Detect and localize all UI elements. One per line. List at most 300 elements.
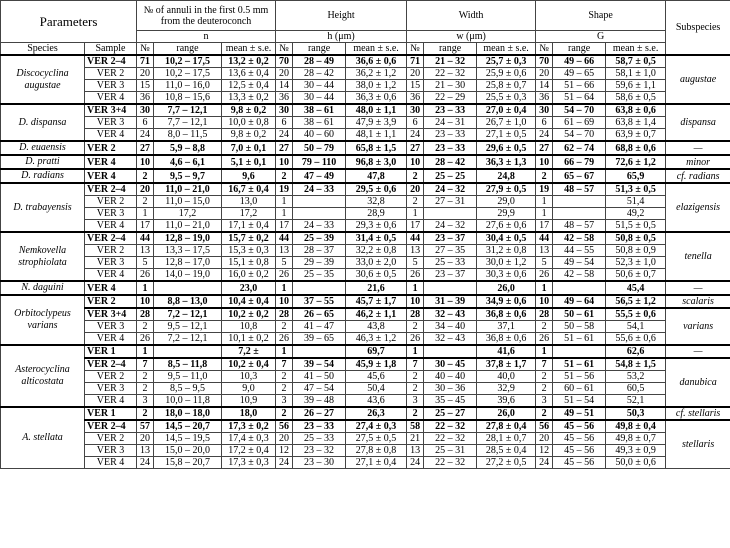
- h-range-cell: 40 – 60: [293, 129, 346, 142]
- g-mean-header: mean ± s.e.: [606, 43, 666, 56]
- table-row: [1, 321, 730, 333]
- h-range-cell: 24 – 33: [293, 220, 346, 233]
- sample-cell: VER 3+4: [85, 104, 137, 117]
- w-range-cell: 32 – 43: [424, 333, 477, 346]
- g-range-header: range: [553, 43, 606, 56]
- h-mean-cell: 47,9 ± 3,9: [346, 117, 407, 129]
- width-symbol: w (μm): [407, 31, 536, 43]
- n-count-cell: 6: [137, 117, 154, 129]
- h-count-cell: 26: [276, 269, 293, 282]
- n-mean-cell: 13,2 ± 0,2: [222, 55, 276, 68]
- g-count-cell: 2: [536, 371, 553, 383]
- w-mean-cell: 27,2 ± 0,5: [477, 457, 536, 469]
- subspecies-cell: stellaris: [666, 420, 730, 469]
- n-count-cell: 13: [137, 245, 154, 257]
- n-count-cell: 30: [137, 104, 154, 117]
- w-count-cell: 2: [407, 321, 424, 333]
- h-range-cell: 28 – 49: [293, 55, 346, 68]
- w-count-cell: 5: [407, 257, 424, 269]
- h-count-cell: 30: [276, 104, 293, 117]
- w-count-cell: 2: [407, 383, 424, 395]
- sample-cell: VER 2–4: [85, 358, 137, 371]
- sample-cell: VER 1: [85, 407, 137, 420]
- w-count-cell: 7: [407, 358, 424, 371]
- g-range-cell: [553, 196, 606, 208]
- h-range-cell: [293, 208, 346, 220]
- w-range-cell: 27 – 35: [424, 245, 477, 257]
- n-mean-cell: 10,3: [222, 371, 276, 383]
- g-range-cell: 54 – 70: [553, 104, 606, 117]
- w-mean-cell: 34,9 ± 0,6: [477, 295, 536, 308]
- n-mean-cell: 15,7 ± 0,2: [222, 232, 276, 245]
- g-range-cell: 51 – 64: [553, 92, 606, 105]
- w-mean-cell: 25,5 ± 0,3: [477, 92, 536, 105]
- h-count-cell: 20: [276, 68, 293, 80]
- w-count-cell: 21: [407, 433, 424, 445]
- n-count-cell: 1: [137, 208, 154, 220]
- w-mean-cell: 27,8 ± 0,4: [477, 420, 536, 433]
- w-mean-cell: 30,3 ± 0,6: [477, 269, 536, 282]
- g-count-cell: 56: [536, 420, 553, 433]
- subspecies-cell: cf. stellaris: [666, 407, 730, 420]
- n-mean-cell: 9,6: [222, 169, 276, 183]
- h-count-cell: 24: [276, 457, 293, 469]
- n-count-cell: 28: [137, 308, 154, 321]
- n-mean-cell: 9,8 ± 0,2: [222, 129, 276, 142]
- w-mean-cell: 27,9 ± 0,5: [477, 183, 536, 196]
- table-row: [1, 420, 730, 433]
- w-range-header: range: [424, 43, 477, 56]
- sample-cell: VER 4: [85, 220, 137, 233]
- g-count-cell: 24: [536, 457, 553, 469]
- n-count-cell: 2: [137, 371, 154, 383]
- w-range-cell: 40 – 40: [424, 371, 477, 383]
- w-mean-cell: 28,1 ± 0,7: [477, 433, 536, 445]
- w-range-cell: 22 – 32: [424, 420, 477, 433]
- h-count-cell: 1: [276, 196, 293, 208]
- n-range-cell: 17,2: [154, 208, 222, 220]
- n-range-cell: 8,0 – 11,5: [154, 129, 222, 142]
- w-range-cell: 22 – 29: [424, 92, 477, 105]
- h-mean-cell: 26,3: [346, 407, 407, 420]
- n-count-cell: 15: [137, 80, 154, 92]
- h-count-cell: 12: [276, 445, 293, 457]
- w-mean-cell: 30,4 ± 0,5: [477, 232, 536, 245]
- sample-cell: VER 2–4: [85, 55, 137, 68]
- n-range-cell: 13,3 – 17,5: [154, 245, 222, 257]
- n-mean-cell: 10,4 ± 0,4: [222, 295, 276, 308]
- g-count-cell: 14: [536, 80, 553, 92]
- table-row: [1, 257, 730, 269]
- n-mean-cell: 10,2 ± 0,4: [222, 358, 276, 371]
- h-count-cell: 2: [276, 371, 293, 383]
- h-mean-cell: 21,6: [346, 281, 407, 295]
- n-mean-cell: 23,0: [222, 281, 276, 295]
- g-count-cell: 27: [536, 141, 553, 155]
- g-range-cell: 42 – 58: [553, 232, 606, 245]
- n-range-cell: 18,0 – 18,0: [154, 407, 222, 420]
- w-count-cell: 1: [407, 281, 424, 295]
- h-mean-cell: 27,4 ± 0,3: [346, 420, 407, 433]
- n-range-cell: 10,8 – 15,6: [154, 92, 222, 105]
- table-row: [1, 245, 730, 257]
- g-range-cell: 49 – 51: [553, 407, 606, 420]
- w-count-cell: 15: [407, 80, 424, 92]
- w-range-cell: 25 – 27: [424, 407, 477, 420]
- g-count-cell: 26: [536, 269, 553, 282]
- g-range-cell: 49 – 65: [553, 68, 606, 80]
- w-count-cell: 2: [407, 407, 424, 420]
- g-count-cell: 24: [536, 129, 553, 142]
- w-range-cell: 22 – 32: [424, 457, 477, 469]
- g-mean-cell: 58,1 ± 1,0: [606, 68, 666, 80]
- n-count-cell: 1: [137, 345, 154, 358]
- table-row: [1, 104, 730, 117]
- table-row: [1, 68, 730, 80]
- w-mean-cell: 32,9: [477, 383, 536, 395]
- w-range-cell: 25 – 31: [424, 445, 477, 457]
- h-mean-cell: 31,4 ± 0,5: [346, 232, 407, 245]
- table-row: [1, 196, 730, 208]
- h-mean-cell: 96,8 ± 3,0: [346, 155, 407, 169]
- n-mean-cell: 17,4 ± 0,3: [222, 433, 276, 445]
- g-range-cell: 45 – 56: [553, 420, 606, 433]
- n-range-cell: 9,5 – 9,7: [154, 169, 222, 183]
- table-body: [1, 55, 730, 469]
- sample-cell: VER 3: [85, 321, 137, 333]
- n-mean-cell: 13,0: [222, 196, 276, 208]
- n-count-cell: 24: [137, 457, 154, 469]
- w-count-cell: 20: [407, 183, 424, 196]
- g-count-cell: 1: [536, 345, 553, 358]
- g-range-cell: 51 – 61: [553, 358, 606, 371]
- n-count-header: №: [137, 43, 154, 56]
- g-mean-cell: 55,5 ± 0,6: [606, 308, 666, 321]
- n-count-cell: 2: [137, 383, 154, 395]
- w-count-cell: 26: [407, 333, 424, 346]
- h-range-cell: 41 – 47: [293, 321, 346, 333]
- h-count-cell: 26: [276, 333, 293, 346]
- h-range-cell: 23 – 33: [293, 420, 346, 433]
- n-mean-cell: 9,0: [222, 383, 276, 395]
- n-range-cell: 15,8 – 20,7: [154, 457, 222, 469]
- h-mean-cell: 69,7: [346, 345, 407, 358]
- g-mean-cell: 55,6 ± 0,6: [606, 333, 666, 346]
- w-mean-cell: 24,8: [477, 169, 536, 183]
- species-cell: D. euaensis: [1, 141, 85, 155]
- n-mean-cell: 18,0: [222, 407, 276, 420]
- sample-cell: VER 4: [85, 155, 137, 169]
- g-range-cell: 49 – 66: [553, 55, 606, 68]
- h-count-cell: 70: [276, 55, 293, 68]
- h-count-cell: 2: [276, 321, 293, 333]
- table-row: [1, 141, 730, 155]
- n-mean-cell: 15,3 ± 0,3: [222, 245, 276, 257]
- subspecies-cell: danubica: [666, 358, 730, 407]
- g-mean-cell: 51,5 ± 0,5: [606, 220, 666, 233]
- h-mean-cell: 29,3 ± 0,6: [346, 220, 407, 233]
- w-range-cell: 32 – 43: [424, 308, 477, 321]
- h-range-cell: 23 – 32: [293, 445, 346, 457]
- w-mean-cell: 29,0: [477, 196, 536, 208]
- g-range-cell: 51 – 56: [553, 371, 606, 383]
- n-count-cell: 10: [137, 155, 154, 169]
- n-range-cell: 11,0 – 21,0: [154, 220, 222, 233]
- g-count-header: №: [536, 43, 553, 56]
- table-row: [1, 169, 730, 183]
- h-mean-cell: 48,1 ± 1,1: [346, 129, 407, 142]
- g-range-cell: [553, 281, 606, 295]
- w-count-cell: 10: [407, 155, 424, 169]
- n-range-cell: 11,0 – 15,0: [154, 196, 222, 208]
- height-header: Height: [276, 1, 407, 31]
- sample-cell: VER 2: [85, 68, 137, 80]
- w-count-cell: 1: [407, 345, 424, 358]
- table-row: [1, 445, 730, 457]
- sample-cell: VER 3: [85, 257, 137, 269]
- h-range-cell: 25 – 33: [293, 433, 346, 445]
- w-count-cell: 3: [407, 395, 424, 408]
- subspecies-cell: —: [666, 281, 730, 295]
- sample-cell: VER 2: [85, 141, 137, 155]
- sample-cell: VER 4: [85, 92, 137, 105]
- w-range-cell: 34 – 40: [424, 321, 477, 333]
- h-range-cell: 41 – 50: [293, 371, 346, 383]
- g-range-cell: 48 – 57: [553, 220, 606, 233]
- n-mean-header: mean ± s.e.: [222, 43, 276, 56]
- w-range-cell: 24 – 31: [424, 117, 477, 129]
- g-range-cell: 60 – 61: [553, 383, 606, 395]
- g-mean-cell: 52,1: [606, 395, 666, 408]
- w-mean-cell: 36,8 ± 0,6: [477, 333, 536, 346]
- g-count-cell: 3: [536, 395, 553, 408]
- h-count-cell: 1: [276, 345, 293, 358]
- shape-header: Shape: [536, 1, 666, 31]
- g-range-cell: 45 – 56: [553, 445, 606, 457]
- h-count-cell: 19: [276, 183, 293, 196]
- g-count-cell: 26: [536, 333, 553, 346]
- n-count-cell: 17: [137, 220, 154, 233]
- h-range-cell: 30 – 44: [293, 92, 346, 105]
- g-count-cell: 19: [536, 183, 553, 196]
- table-row: [1, 220, 730, 233]
- sample-cell: VER 2–4: [85, 183, 137, 196]
- w-range-cell: 21 – 30: [424, 80, 477, 92]
- h-count-cell: 2: [276, 169, 293, 183]
- w-count-cell: 27: [407, 141, 424, 155]
- annuli-symbol: n: [137, 31, 276, 43]
- w-count-cell: 13: [407, 445, 424, 457]
- sample-cell: VER 4: [85, 269, 137, 282]
- n-mean-cell: 10,9: [222, 395, 276, 408]
- h-count-cell: 5: [276, 257, 293, 269]
- n-count-cell: 5: [137, 257, 154, 269]
- w-count-cell: 24: [407, 129, 424, 142]
- w-mean-cell: 27,0 ± 0,4: [477, 104, 536, 117]
- g-count-cell: 12: [536, 445, 553, 457]
- w-count-cell: 2: [407, 196, 424, 208]
- w-count-cell: 13: [407, 245, 424, 257]
- g-count-cell: 6: [536, 117, 553, 129]
- n-count-cell: 7: [137, 358, 154, 371]
- w-range-cell: 24 – 32: [424, 183, 477, 196]
- subspecies-cell: —: [666, 141, 730, 155]
- n-mean-cell: 16,7 ± 0,4: [222, 183, 276, 196]
- h-count-cell: 28: [276, 308, 293, 321]
- w-mean-cell: 36,3 ± 1,3: [477, 155, 536, 169]
- w-range-cell: 22 – 32: [424, 433, 477, 445]
- g-mean-cell: 53,2: [606, 371, 666, 383]
- g-range-cell: 51 – 61: [553, 333, 606, 346]
- sample-cell: VER 3: [85, 80, 137, 92]
- species-cell: Asterocyclina alticostata: [1, 345, 85, 407]
- h-count-cell: 24: [276, 129, 293, 142]
- h-count-cell: 56: [276, 420, 293, 433]
- g-mean-cell: 72,6 ± 1,2: [606, 155, 666, 169]
- w-count-cell: 20: [407, 68, 424, 80]
- g-range-cell: 65 – 67: [553, 169, 606, 183]
- w-range-cell: 23 – 33: [424, 104, 477, 117]
- g-mean-cell: 58,6 ± 0,5: [606, 92, 666, 105]
- table-row: [1, 333, 730, 346]
- h-range-cell: 28 – 42: [293, 68, 346, 80]
- n-mean-cell: 9,8 ± 0,2: [222, 104, 276, 117]
- species-cell: Orbitoclypeus varians: [1, 295, 85, 345]
- g-mean-cell: 50,0 ± 0,6: [606, 457, 666, 469]
- w-mean-cell: 25,9 ± 0,6: [477, 68, 536, 80]
- w-mean-cell: 29,6 ± 0,5: [477, 141, 536, 155]
- n-range-cell: [154, 345, 222, 358]
- h-mean-cell: 38,0 ± 1,2: [346, 80, 407, 92]
- g-count-cell: 7: [536, 358, 553, 371]
- g-count-cell: 1: [536, 281, 553, 295]
- h-mean-cell: 27,8 ± 0,8: [346, 445, 407, 457]
- g-mean-cell: 54,1: [606, 321, 666, 333]
- h-count-cell: 27: [276, 141, 293, 155]
- n-mean-cell: 7,2 ±: [222, 345, 276, 358]
- w-range-cell: 30 – 45: [424, 358, 477, 371]
- w-mean-cell: 28,5 ± 0,4: [477, 445, 536, 457]
- h-range-cell: 37 – 55: [293, 295, 346, 308]
- g-count-cell: 1: [536, 196, 553, 208]
- n-count-cell: 2: [137, 196, 154, 208]
- h-count-cell: 13: [276, 245, 293, 257]
- sample-cell: VER 4: [85, 281, 137, 295]
- n-count-cell: 20: [137, 433, 154, 445]
- h-range-cell: 25 – 39: [293, 232, 346, 245]
- n-count-cell: 20: [137, 183, 154, 196]
- h-range-cell: [293, 345, 346, 358]
- g-count-cell: 30: [536, 104, 553, 117]
- g-range-cell: 50 – 61: [553, 308, 606, 321]
- w-range-cell: 21 – 32: [424, 55, 477, 68]
- g-range-cell: 51 – 66: [553, 80, 606, 92]
- w-range-cell: [424, 281, 477, 295]
- n-count-cell: 2: [137, 407, 154, 420]
- h-range-cell: [293, 196, 346, 208]
- height-symbol: h (μm): [276, 31, 407, 43]
- n-mean-cell: 10,8: [222, 321, 276, 333]
- h-mean-cell: 36,3 ± 0,6: [346, 92, 407, 105]
- g-count-cell: 5: [536, 257, 553, 269]
- n-range-cell: 15,0 – 20,0: [154, 445, 222, 457]
- sample-cell: VER 3: [85, 117, 137, 129]
- w-range-cell: 22 – 32: [424, 68, 477, 80]
- species-cell: N. daguini: [1, 281, 85, 295]
- g-mean-cell: 45,4: [606, 281, 666, 295]
- sample-cell: VER 4: [85, 333, 137, 346]
- w-mean-cell: 37,8 ± 1,7: [477, 358, 536, 371]
- g-range-cell: 44 – 55: [553, 245, 606, 257]
- table-row: [1, 269, 730, 282]
- g-mean-cell: 50,6 ± 0,7: [606, 269, 666, 282]
- g-mean-cell: 56,5 ± 1,2: [606, 295, 666, 308]
- g-range-cell: 61 – 69: [553, 117, 606, 129]
- n-count-cell: 13: [137, 445, 154, 457]
- w-mean-cell: 27,6 ± 0,6: [477, 220, 536, 233]
- g-mean-cell: 49,2: [606, 208, 666, 220]
- table-row: [1, 183, 730, 196]
- table-row: [1, 433, 730, 445]
- g-range-cell: 66 – 79: [553, 155, 606, 169]
- n-range-cell: 14,0 – 19,0: [154, 269, 222, 282]
- g-count-cell: 2: [536, 407, 553, 420]
- w-range-cell: 30 – 36: [424, 383, 477, 395]
- g-range-cell: [553, 208, 606, 220]
- n-count-cell: 2: [137, 169, 154, 183]
- n-mean-cell: 16,0 ± 0,2: [222, 269, 276, 282]
- subspecies-header: Subspecies: [666, 1, 730, 56]
- w-range-cell: 35 – 45: [424, 395, 477, 408]
- h-range-cell: 24 – 33: [293, 183, 346, 196]
- g-count-cell: 20: [536, 68, 553, 80]
- species-cell: D. pratti: [1, 155, 85, 169]
- n-range-cell: 7,7 – 12,1: [154, 117, 222, 129]
- w-count-cell: 30: [407, 104, 424, 117]
- w-mean-header: mean ± s.e.: [477, 43, 536, 56]
- h-mean-cell: 45,7 ± 1,7: [346, 295, 407, 308]
- g-range-cell: 54 – 70: [553, 129, 606, 142]
- table-row: [1, 371, 730, 383]
- h-mean-cell: 32,8: [346, 196, 407, 208]
- w-count-cell: 24: [407, 457, 424, 469]
- table-row: [1, 383, 730, 395]
- h-mean-cell: 43,8: [346, 321, 407, 333]
- h-range-cell: [293, 281, 346, 295]
- n-range-header: range: [154, 43, 222, 56]
- w-count-cell: 2: [407, 169, 424, 183]
- n-range-cell: 12,8 – 17,0: [154, 257, 222, 269]
- h-count-header: №: [276, 43, 293, 56]
- w-count-cell: 1: [407, 208, 424, 220]
- sample-cell: VER 3: [85, 208, 137, 220]
- g-count-cell: 44: [536, 232, 553, 245]
- g-count-cell: 2: [536, 383, 553, 395]
- g-range-cell: 51 – 54: [553, 395, 606, 408]
- w-mean-cell: 26,0: [477, 281, 536, 295]
- h-range-cell: 26 – 65: [293, 308, 346, 321]
- g-range-cell: 48 – 57: [553, 183, 606, 196]
- g-mean-cell: 49,8 ± 0,7: [606, 433, 666, 445]
- subspecies-cell: elazigensis: [666, 183, 730, 232]
- table-row: [1, 155, 730, 169]
- h-count-cell: 36: [276, 92, 293, 105]
- n-range-cell: 11,0 – 16,0: [154, 80, 222, 92]
- w-count-cell: 10: [407, 295, 424, 308]
- g-mean-cell: 54,8 ± 1,5: [606, 358, 666, 371]
- subspecies-cell: cf. radians: [666, 169, 730, 183]
- g-count-cell: 36: [536, 92, 553, 105]
